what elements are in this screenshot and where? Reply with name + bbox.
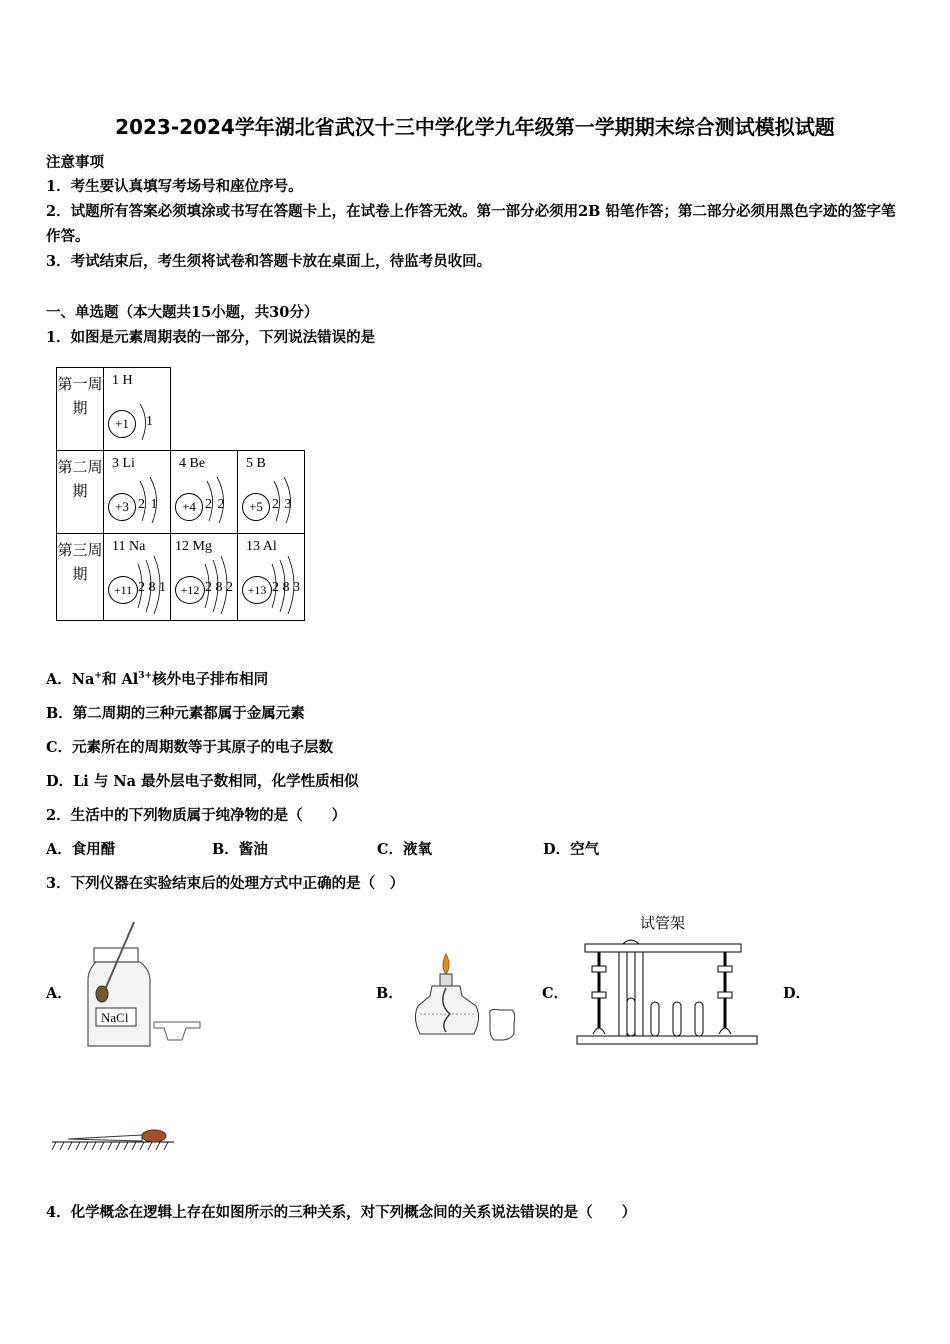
question-4-stem: 4．化学概念在逻辑上存在如图所示的三种关系，对下列概念间的关系说法错误的是（ ）: [46, 1204, 637, 1221]
element-cell-li: [104, 451, 171, 534]
question-1-option-c: C．元素所在的周期数等于其原子的电子层数: [46, 739, 334, 756]
question-2-option-d: D．空气: [543, 841, 600, 858]
notice-item: 1．考生要认真填写考场号和座位序号。: [46, 178, 303, 195]
electron-shells: 2 2: [205, 497, 226, 512]
element-label: 5 B: [246, 456, 266, 471]
period-label: 第一周期: [57, 368, 104, 451]
question-3-label-d: D．: [783, 985, 811, 1002]
question-2-option-b: B．酱油: [212, 841, 268, 858]
question-3-label-c: C．: [542, 985, 569, 1002]
element-cell-h: [104, 368, 171, 451]
electron-shells: 2 8 1: [138, 580, 166, 595]
electron-shells: 2 3: [272, 497, 293, 512]
question-3-label-b: B．: [376, 985, 403, 1002]
element-label: 12 Mg: [175, 539, 212, 554]
question-1-option-a: A．Na+和 $Al^{3+}$核外电子排布相同: [46, 671, 269, 688]
element-label: 3 Li: [112, 456, 135, 471]
test-tube-rack-figure: [575, 938, 765, 1048]
notice-heading: 注意事项: [46, 154, 104, 171]
question-1-option-d: D．Li 与 Na 最外层电子数相同，化学性质相似: [46, 773, 359, 790]
electron-shells: 1: [146, 414, 154, 429]
nucleus: +12: [175, 576, 205, 604]
element-label: 11 Na: [112, 539, 146, 554]
element-label: 1 H: [112, 373, 133, 388]
element-cell-al: [238, 534, 305, 621]
element-cell-b: [238, 451, 305, 534]
question-1-stem: 1．如图是元素周期表的一部分，下列说法错误的是: [46, 329, 376, 346]
element-cell-be: [171, 451, 238, 534]
electron-shell-arcs: [104, 534, 170, 618]
electron-shells: 2 8 3: [272, 580, 300, 595]
nucleus: +11: [108, 576, 138, 604]
notice-list: [46, 174, 908, 274]
rack-label: 试管架: [640, 914, 686, 932]
bottle-label: NaCl: [101, 1010, 129, 1025]
electron-shell-arcs: [171, 534, 237, 618]
page-title: 2023-2024学年湖北省武汉十三中学化学九年级第一学期期末综合测试模拟试题: [115, 115, 835, 139]
element-label: 13 Al: [246, 539, 277, 554]
question-3-label-a: A．: [46, 985, 72, 1002]
nucleus: +4: [175, 493, 203, 521]
reagent-bottle-figure: [82, 918, 207, 1050]
element-cell-na: [104, 534, 171, 621]
question-2-option-c: C．液氧: [377, 841, 433, 858]
element-label: 4 Be: [179, 456, 206, 471]
element-cell-mg: [171, 534, 238, 621]
nucleus: +1: [108, 410, 136, 438]
question-1-option-b: B．第二周期的三种元素都属于金属元素: [46, 705, 305, 722]
period-label: 第三周期: [57, 534, 104, 621]
question-3-stem: 3．下列仪器在实验结束后的处理方式中正确的是（ ）: [46, 875, 405, 892]
section-heading: 一、单选题（本大题共15小题，共30分）: [46, 304, 319, 321]
nucleus: +3: [108, 493, 136, 521]
periodic-table-figure: [56, 367, 305, 621]
electron-shell-arcs: [238, 534, 304, 618]
dropper-on-table-figure: [50, 1126, 180, 1154]
nucleus: +13: [242, 576, 272, 604]
notice-item: 2．试题所有答案必须填涂或书写在答题卡上，在试卷上作答无效。第一部分必须用2B 铅笔作答；第二部分必须用黑色字迹的签字笔作答。: [46, 203, 896, 245]
nucleus: +5: [242, 493, 270, 521]
electron-shells: 2 1: [138, 497, 159, 512]
question-2-option-a: A．食用醋: [46, 841, 116, 858]
notice-item: 3．考试结束后，考生须将试卷和答题卡放在桌面上，待监考员收回。: [46, 253, 492, 270]
period-label: 第二周期: [57, 451, 104, 534]
alcohol-lamp-figure: [410, 944, 525, 1046]
electron-shells: 2 8 2: [205, 580, 233, 595]
question-2-stem: 2．生活中的下列物质属于纯净物的是（ ）: [46, 807, 347, 824]
